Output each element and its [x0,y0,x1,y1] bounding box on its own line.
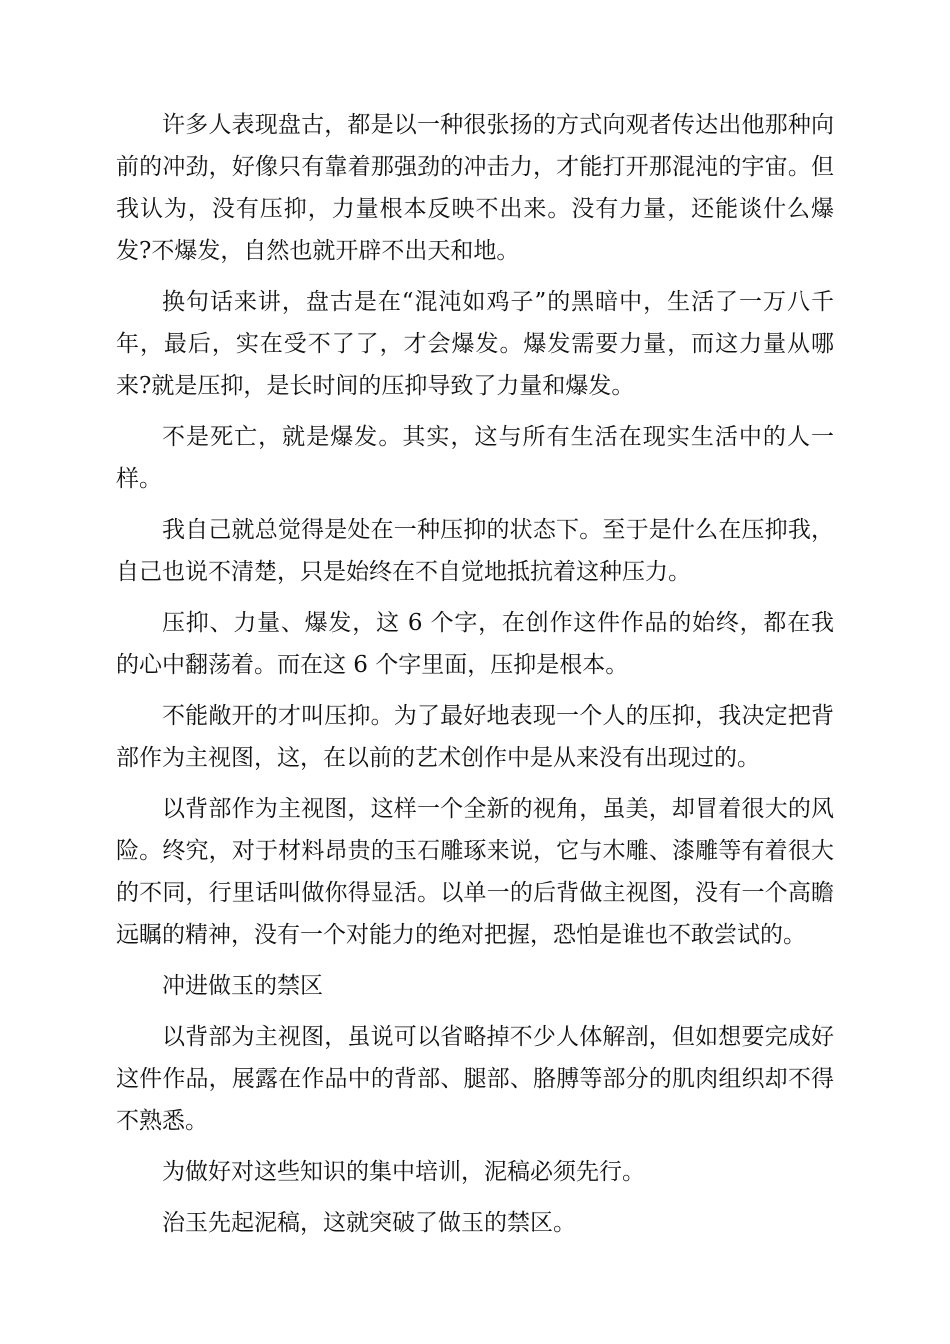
paragraph-6: 不能敞开的才叫压抑。为了最好地表现一个人的压抑，我决定把背部作为主视图，这，在以前的艺术创作中是从来没有出现过的。 [116,703,834,771]
paragraph-9: 为做好对这些知识的集中培训，泥稿必须先行。 [162,1159,645,1185]
paragraph-3: 不是死亡，就是爆发。其实，这与所有生活在现实生活中的人一样。 [116,424,834,492]
paragraph-1: 许多人表现盘古，都是以一种很张扬的方式向观者传达出他那种向前的冲劲，好像只有靠着那强劲的冲击力，才能打开那混沌的宇宙。但我认为，没有压抑，力量根本反映不出来。没有力量，还能谈什么爆发?不爆发，自然也就开辟不出天和地。 [116,112,834,264]
document-page [116,104,834,1253]
paragraph-4: 我自己就总觉得是处在一种压抑的状态下。至于是什么在压抑我，自己也说不清楚，只是始终在不自觉地抵抗着这种压力。 [116,517,834,585]
paragraph-7: 以背部作为主视图，这样一个全新的视角，虽美，却冒着很大的风险。终究，对于材料昂贵的玉石雕琢来说，它与木雕、漆雕等有着很大的不同，行里话叫做你得显活。以单一的后背做主视图，没有一个高瞻远瞩的精神，没有一个对能力的绝对把握，恐怕是谁也不敢尝试的。 [116,796,834,948]
section-heading: 冲进做玉的禁区 [162,973,323,999]
paragraph-5: 压抑、力量、爆发，这 6 个字，在创作这件作品的始终，都在我的心中翻荡着。而在这 6 个字里面，压抑是根本。 [116,610,834,678]
paragraph-8: 以背部为主视图，虽说可以省略掉不少人体解剖，但如想要完成好这件作品，展露在作品中的背部、腿部、胳膊等部分的肌肉组织却不得不熟悉。 [116,1024,834,1134]
paragraph-10: 治玉先起泥稿，这就突破了做玉的禁区。 [162,1210,576,1236]
paragraph-2: 换句话来讲，盘古是在“混沌如鸡子”的黑暗中，生活了一万八千年，最后，实在受不了了，才会爆发。爆发需要力量，而这力量从哪来?就是压抑，是长时间的压抑导致了力量和爆发。 [116,289,834,399]
